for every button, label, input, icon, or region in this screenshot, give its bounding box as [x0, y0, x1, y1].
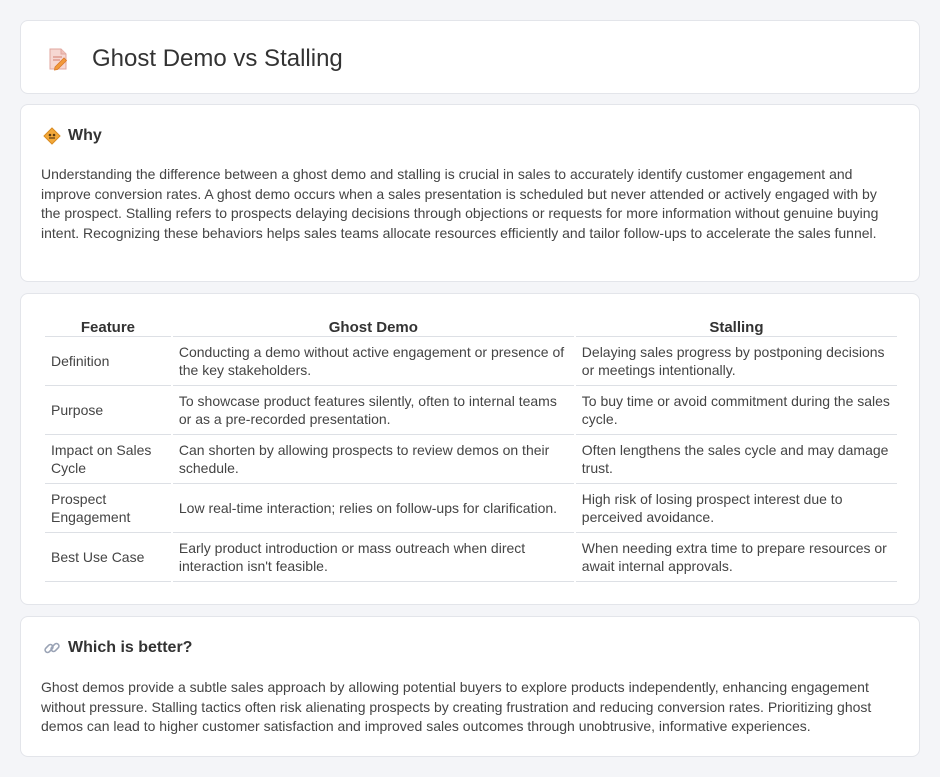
- comparison-table: [43, 316, 899, 582]
- table-row: [45, 484, 897, 533]
- why-text: Understanding the difference between a ghost demo and stalling is crucial in sales to accurately identify customer engagement and improve conversion rates. A ghost demo occurs when a sales presentation is scheduled but never attended or actively engaged with by the prospect. Stalling refers to prospects delaying decisions through objections or requests for more information without genuine buying intent. Recognizing these behaviors helps sales teams allocate resources efficiently and tailor follow-ups to accelerate the sales funnel.: [41, 166, 879, 241]
- column-header-stalling: Stalling: [576, 316, 897, 337]
- better-text: Ghost demos provide a subtle sales approach by allowing potential buyers to explore products independently, enhancing engagement without pressure. Stalling tactics often risk alienating prospects by creating frustration and reducing conversion rates. Prioritizing ghost demos can lead to higher customer satisfaction and improved sales outcomes through unobtrusive, informative experiences.: [41, 679, 872, 734]
- ghost-demo-cell: Conducting a demo without active engagement or presence of the key stakeholders.: [173, 337, 574, 386]
- link-icon: [43, 639, 61, 657]
- table-row: [45, 337, 897, 386]
- ghost-demo-cell: To showcase product features silently, often to internal teams or as a pre-recorded presentation.: [173, 386, 574, 435]
- comparison-card: [20, 293, 920, 605]
- feature-cell: Impact on Sales Cycle: [45, 435, 171, 484]
- feature-cell: Definition: [45, 337, 171, 386]
- document-edit-icon: [47, 47, 69, 71]
- column-header-ghost-demo: Ghost Demo: [173, 316, 574, 337]
- table-row: [45, 386, 897, 435]
- stalling-cell: Delaying sales progress by postponing decisions or meetings intentionally.: [576, 337, 897, 386]
- header-card: [20, 20, 920, 94]
- warning-sign-icon: [43, 127, 61, 145]
- table-row: [45, 533, 897, 582]
- table-header-row: [45, 316, 897, 337]
- why-heading: Why: [68, 127, 102, 144]
- feature-cell: Prospect Engagement: [45, 484, 171, 533]
- column-header-feature: Feature: [45, 316, 171, 337]
- ghost-demo-cell: Low real-time interaction; relies on follow-ups for clarification.: [173, 484, 574, 533]
- ghost-demo-cell: Early product introduction or mass outreach when direct interaction isn't feasible.: [173, 533, 574, 582]
- page-title: Ghost Demo vs Stalling: [92, 45, 343, 72]
- stalling-cell: When needing extra time to prepare resources or await internal approvals.: [576, 533, 897, 582]
- feature-cell: Best Use Case: [45, 533, 171, 582]
- better-heading-row: [43, 639, 192, 657]
- stalling-cell: Often lengthens the sales cycle and may damage trust.: [576, 435, 897, 484]
- ghost-demo-cell: Can shorten by allowing prospects to review demos on their schedule.: [173, 435, 574, 484]
- which-is-better-card: [20, 616, 920, 757]
- why-heading-row: [43, 127, 102, 145]
- feature-cell: Purpose: [45, 386, 171, 435]
- why-card: [20, 104, 920, 282]
- stalling-cell: To buy time or avoid commitment during the sales cycle.: [576, 386, 897, 435]
- table-row: [45, 435, 897, 484]
- stalling-cell: High risk of losing prospect interest due to perceived avoidance.: [576, 484, 897, 533]
- better-heading: Which is better?: [68, 639, 193, 656]
